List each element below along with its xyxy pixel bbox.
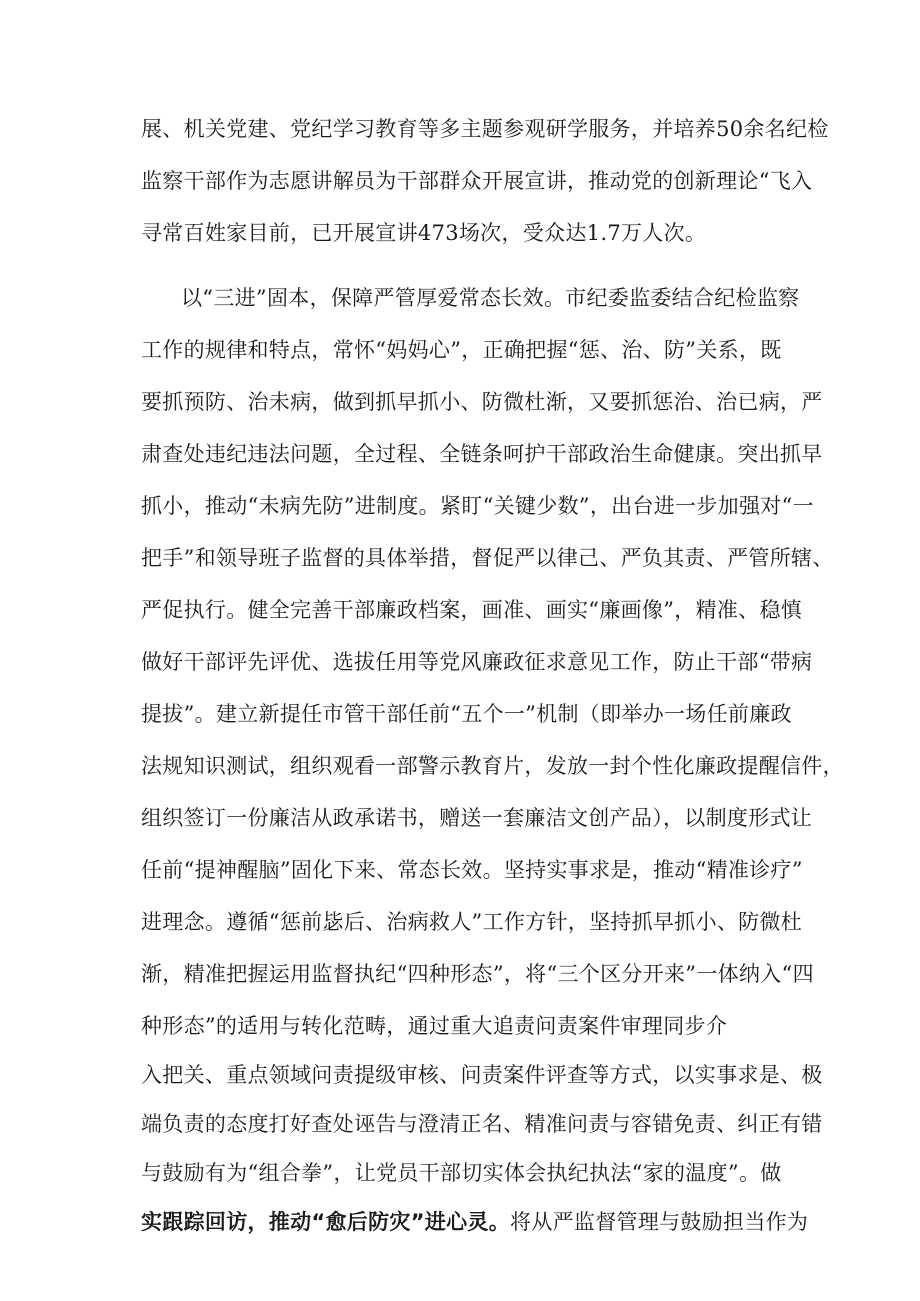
paragraph-2-line-17: 端负责的态度打好查处诬告与澄清正名、精准问责与容错免责、纠正有错	[141, 1112, 823, 1136]
paragraph-2-line-19	[141, 1207, 808, 1237]
paragraph-1-line-2: 监察干部作为志愿讲解员为干部群众开展宣讲，推动党的创新理论“飞入	[141, 169, 813, 193]
paragraph-2-line-1: 以“三进”固本，保障严管厚爱常态长效。市纪委监委结合纪检监察	[181, 286, 800, 310]
paragraph-2-line-15: 种形态”的适用与转化范畴，通过重大追责问责案件审理同步介	[141, 1014, 728, 1038]
bold-heading-phrase: 实跟踪回访，推动“愈后防灾”进心灵。	[141, 1210, 511, 1234]
paragraph-2-line-18: 与鼓励有为“组合拳”，让党员干部切实体会执纪执法“家的温度”。做	[141, 1161, 782, 1185]
paragraph-2-line-12: 任前“提神醒脑”固化下来、常态长效。坚持实事求是，推动“精准诊疗”	[141, 858, 803, 882]
paragraph-2-line-11: 组织签订一份廉洁从政承诺书，赠送一套廉洁文创产品），以制度形式让	[141, 806, 813, 830]
paragraph-2-line-3: 要抓预防、治未病，做到抓早抓小、防微杜渐，又要抓惩治、治已病，严	[141, 390, 823, 414]
paragraph-2-line-7: 严促执行。健全完善干部廉政档案，画准、画实“廉画像”，精准、稳慎	[141, 598, 803, 622]
paragraph-2-line-2: 工作的规律和特点，常怀“妈妈心”，正确把握“惩、治、防”关系，既	[141, 338, 782, 362]
paragraph-2-line-13: 进理念。遵循“惩前毖后、治病救人”工作方针，坚持抓早抓小、防微杜	[141, 910, 803, 934]
paragraph-2-line-14: 渐，精准把握运用监督执纪“四种形态”，将“三个区分开来”一体纳入“四	[141, 962, 814, 986]
paragraph-2-line-4: 肃查处违纪违法问题，全过程、全链条呵护干部政治生命健康。突出抓早	[141, 442, 823, 466]
paragraph-2-line-16: 入把关、重点领域问责提级审核、问责案件评查等方式，以实事求是、极	[141, 1063, 823, 1087]
paragraph-2-line-10: 法规知识测试，组织观看一部警示教育片，发放一封个性化廉政提醒信件，	[141, 754, 844, 778]
paragraph-1-line-3: 寻常百姓家目前，已开展宣讲473场次，受众达1.7万人次。	[141, 221, 707, 245]
paragraph-2-line-5: 抓小，推动“未病先防”进制度。紧盯“关键少数”，出台进一步加强对“一	[141, 494, 814, 518]
paragraph-2-line-6: 把手”和领导班子监督的具体举措，督促严以律己、严负其责、严管所辖、	[141, 546, 834, 570]
paragraph-1-line-1: 展、机关党建、党纪学习教育等多主题参观研学服务，并培养50余名纪检	[141, 117, 829, 141]
paragraph-2-line-9: 提拔”。建立新提任市管干部任前“五个一”机制（即举办一场任前廉政	[141, 702, 792, 726]
paragraph-2-line-8: 做好干部评先评优、选拔任用等党风廉政征求意见工作，防止干部“带病	[141, 650, 813, 674]
continuation-text: 将从严监督管理与鼓励担当作为	[510, 1210, 809, 1234]
